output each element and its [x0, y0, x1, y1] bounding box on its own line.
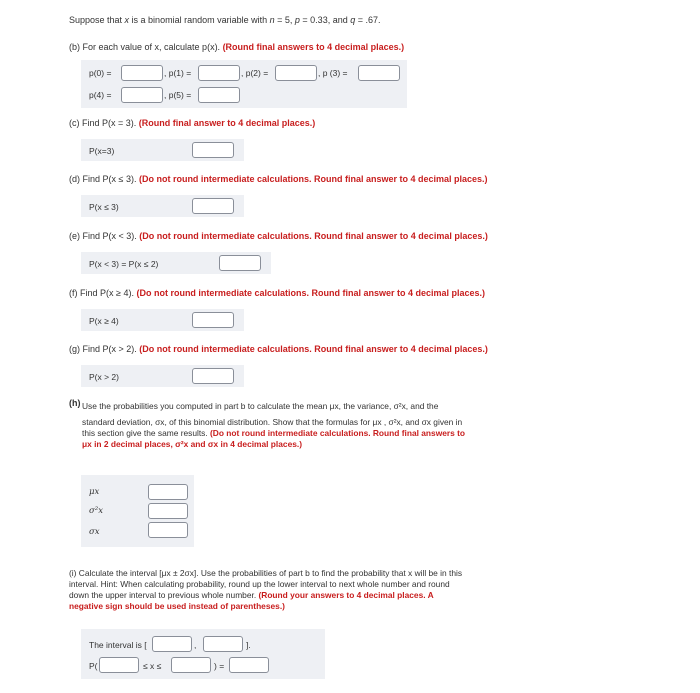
part-i-panel: [81, 629, 325, 679]
part-b-panel: [81, 60, 407, 108]
p4-input[interactable]: [121, 87, 163, 103]
interval-close: ].: [246, 640, 251, 650]
part-h-tag: (h): [69, 398, 81, 408]
prob-close-label: ) =: [214, 661, 225, 671]
interval-label: The interval is [: [89, 640, 147, 650]
part-g-panel: [81, 365, 244, 387]
part-b-heading: (b) For each value of x, calculate p(x). (Round final answers to 4 decimal places.): [69, 42, 405, 52]
part-f-label: P(x ≥ 4): [89, 316, 119, 326]
part-f-panel: [81, 309, 244, 331]
prob-open-label: P(: [89, 661, 98, 671]
part-d-panel: [81, 195, 244, 217]
p5-label: , p(5) =: [164, 90, 192, 100]
interval-lower-input[interactable]: [152, 636, 192, 652]
variance-input[interactable]: [148, 503, 188, 519]
interval-separator: ,: [194, 640, 197, 650]
part-i-text: (i) Calculate the interval [μx ± 2σx]. Use the probabilities of part b to find the probability that x will be in this interval. Hint: When calculating probability, round up the lower interval to next whole number and round down the upper interval to previous whole number. (Round your answers to 4 decimal places. A negative sign should be used instead of parentheses.): [69, 568, 463, 611]
part-e-label: P(x < 3) = P(x ≤ 2): [89, 259, 159, 269]
p2-label: , p(2) =: [241, 68, 269, 78]
mean-label: μx: [89, 487, 100, 497]
std-dev-input[interactable]: [148, 522, 188, 538]
p0-label: p(0) =: [89, 68, 112, 78]
part-c-input[interactable]: [192, 142, 234, 158]
prob-lower-input[interactable]: [99, 657, 139, 673]
part-h-text: Use the probabilities you computed in part b to calculate the mean μx, the variance, σ²x, and the standard deviation, σx, of this binomial distribution. Show that the formulas for μx , σ²x, and σx given in this section give the same results. (Do not round intermediate calculations. Round final answers to μx in 2 decimal places, σ²x and σx in 4 decimal places.): [82, 401, 466, 449]
part-g-input[interactable]: [192, 368, 234, 384]
prob-result-input[interactable]: [229, 657, 269, 673]
part-e-heading: (e) Find P(x < 3). (Do not round intermediate calculations. Round final answer to 4 decimal places.): [69, 231, 488, 241]
variance-label: σ²x: [89, 506, 104, 516]
part-g-heading: (g) Find P(x > 2). (Do not round intermediate calculations. Round final answer to 4 decimal places.): [69, 344, 488, 354]
part-c-heading: (c) Find P(x = 3). (Round final answer to 4 decimal places.): [69, 118, 316, 128]
problem-statement: Suppose that x is a binomial random variable with n = 5, p = 0.33, and q = .67.: [69, 15, 381, 25]
part-c-panel: [81, 139, 244, 161]
p5-input[interactable]: [198, 87, 240, 103]
part-g-label: P(x > 2): [89, 372, 119, 382]
std-dev-label: σx: [89, 527, 100, 537]
p3-label: , p (3) =: [318, 68, 348, 78]
prob-leq-label: ≤ x ≤: [143, 661, 162, 671]
part-c-label: P(x=3): [89, 146, 115, 156]
interval-upper-input[interactable]: [203, 636, 243, 652]
mean-input[interactable]: [148, 484, 188, 500]
part-f-input[interactable]: [192, 312, 234, 328]
part-d-heading: (d) Find P(x ≤ 3). (Do not round intermediate calculations. Round final answer to 4 decimal places.): [69, 174, 488, 184]
p0-input[interactable]: [121, 65, 163, 81]
part-f-heading: (f) Find P(x ≥ 4). (Do not round intermediate calculations. Round final answer to 4 decimal places.): [69, 288, 486, 298]
p2-input[interactable]: [275, 65, 317, 81]
prob-upper-input[interactable]: [171, 657, 211, 673]
p1-label: , p(1) =: [164, 68, 192, 78]
part-e-panel: [81, 252, 271, 274]
part-h-panel: [81, 475, 194, 547]
part-d-label: P(x ≤ 3): [89, 202, 119, 212]
part-d-input[interactable]: [192, 198, 234, 214]
p3-input[interactable]: [358, 65, 400, 81]
p4-label: p(4) =: [89, 90, 112, 100]
part-e-input[interactable]: [219, 255, 261, 271]
p1-input[interactable]: [198, 65, 240, 81]
